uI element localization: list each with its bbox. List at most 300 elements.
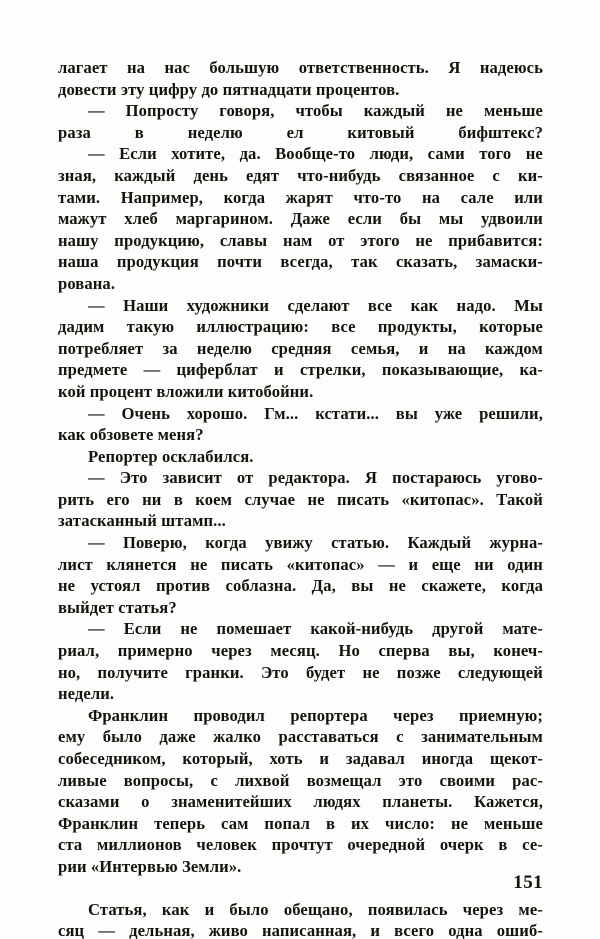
- word: иногда: [421, 749, 474, 768]
- word: устоял: [90, 576, 141, 596]
- word: не: [450, 813, 469, 833]
- word: —: [88, 295, 105, 315]
- word: лист: [58, 554, 93, 574]
- word: другой: [432, 619, 484, 639]
- word: и: [204, 899, 215, 919]
- section-break: [58, 879, 543, 900]
- word: Я: [364, 468, 378, 488]
- text-line: [58, 727, 543, 749]
- text-line: [58, 447, 543, 469]
- word: очередной: [347, 835, 426, 855]
- word: —: [88, 468, 105, 488]
- word: хоть: [269, 749, 303, 768]
- text-line: [58, 835, 543, 857]
- word: Такой: [496, 489, 543, 509]
- word: мы: [438, 209, 464, 229]
- word: уже: [434, 403, 463, 423]
- word: как обзовете меня?: [58, 425, 204, 445]
- word: Но: [338, 641, 360, 661]
- text-line: [58, 555, 543, 577]
- word: очерк: [439, 835, 484, 855]
- text-line: [58, 490, 543, 512]
- word: надеюсь: [479, 58, 543, 77]
- word: решили,: [479, 403, 543, 423]
- word: через: [462, 899, 504, 919]
- word: ответственность.: [298, 58, 429, 77]
- word: помешает: [216, 619, 292, 639]
- word: и: [418, 338, 429, 358]
- word: было: [102, 727, 142, 747]
- word: с: [210, 770, 218, 790]
- word: потребляет: [58, 338, 144, 358]
- word: Мы: [514, 295, 543, 315]
- word: все: [367, 295, 393, 315]
- word: сяц: [58, 921, 85, 939]
- word: не: [190, 554, 208, 574]
- word: на: [421, 187, 441, 207]
- word: если: [347, 209, 382, 229]
- word: против: [155, 576, 211, 596]
- text-line: [58, 101, 543, 123]
- word: Наши: [123, 295, 169, 315]
- text-line: [58, 663, 543, 685]
- text-line: [58, 792, 543, 814]
- word: число:: [384, 813, 436, 833]
- word: мажут: [58, 209, 107, 229]
- word: «китопас»: [286, 554, 365, 574]
- word: Кажется,: [474, 792, 543, 812]
- text-line: [58, 814, 543, 836]
- word: ме-: [518, 899, 543, 919]
- word: кстати...: [315, 403, 379, 423]
- word: ста: [58, 835, 83, 855]
- word: попал: [264, 813, 311, 833]
- word: от: [328, 230, 345, 250]
- paragraph: [58, 404, 543, 447]
- text-line: [58, 533, 543, 555]
- word: каждом: [485, 338, 543, 358]
- word: занимательным: [421, 727, 543, 747]
- paragraph: [58, 447, 543, 469]
- text-line: [58, 188, 543, 210]
- text-line: [58, 317, 543, 339]
- word: что-то: [353, 187, 402, 207]
- text-line: [58, 80, 543, 102]
- word: тами.: [58, 187, 101, 207]
- word: довести эту цифру до пятнадцати процентов.: [58, 79, 400, 99]
- text-line: [58, 641, 543, 663]
- word: дельная,: [129, 921, 195, 939]
- word: замаски-: [475, 252, 543, 272]
- text-line: [58, 576, 543, 598]
- word: хотите,: [171, 144, 226, 164]
- word: своими: [439, 770, 496, 790]
- word: в: [326, 813, 336, 833]
- word: сделают: [287, 295, 350, 315]
- word: еще: [431, 554, 461, 574]
- word: о: [141, 792, 150, 812]
- word: Очень: [121, 403, 170, 423]
- word: зависит: [162, 468, 222, 488]
- text-line: [58, 58, 543, 80]
- word: неделю: [187, 122, 243, 142]
- word: написанная,: [262, 921, 357, 939]
- page-number: 151: [513, 872, 543, 893]
- word: показывающие,: [381, 360, 504, 380]
- text-line: [58, 857, 543, 879]
- word: рить: [58, 489, 95, 509]
- word: следующей: [457, 662, 543, 682]
- word: риал,: [58, 641, 100, 661]
- word: выйдет статья?: [58, 597, 177, 617]
- word: ел: [286, 122, 304, 142]
- word: живо: [208, 921, 248, 939]
- word: удвоили: [481, 209, 543, 229]
- word: не: [415, 230, 433, 250]
- word: вы: [395, 403, 418, 423]
- word: было: [229, 899, 269, 919]
- word: недели.: [58, 684, 115, 704]
- word: ка-: [519, 360, 543, 380]
- text-line: [58, 598, 543, 620]
- word: с: [396, 727, 404, 747]
- text-line: [58, 360, 543, 382]
- word: которые: [479, 317, 543, 337]
- word: и: [370, 921, 381, 939]
- word: раза: [58, 122, 91, 142]
- word: всегда,: [280, 252, 333, 272]
- word: Если: [119, 144, 157, 164]
- word: неделю: [196, 338, 252, 358]
- word: —: [98, 921, 115, 939]
- word: это: [398, 770, 423, 790]
- word: надо.: [456, 295, 496, 315]
- text-line: [58, 706, 543, 728]
- word: через: [393, 705, 434, 725]
- word: да.: [239, 144, 261, 164]
- word: сказами: [58, 792, 120, 812]
- word: сале: [460, 187, 494, 207]
- word: сам: [221, 813, 249, 833]
- word: меньше: [484, 813, 543, 833]
- word: не: [362, 662, 380, 682]
- word: даже: [159, 727, 196, 747]
- word: нашу: [58, 230, 99, 250]
- word: Я: [448, 58, 461, 77]
- text-line: [58, 231, 543, 253]
- word: китовый: [347, 122, 415, 142]
- word: лагает: [58, 58, 108, 77]
- word: когда: [501, 576, 543, 596]
- word: циферблат: [176, 360, 258, 380]
- word: или: [514, 187, 543, 207]
- word: обещано,: [283, 899, 353, 919]
- text-line: [58, 921, 543, 939]
- word: случае: [244, 489, 296, 509]
- paragraph: [58, 619, 543, 705]
- paragraph: [58, 144, 543, 295]
- text-line: [58, 296, 543, 318]
- word: вы,: [448, 641, 475, 661]
- word: миллионов: [97, 835, 182, 855]
- text-line: [58, 900, 543, 922]
- word: чтобы: [295, 101, 343, 121]
- word: Вообще-то: [275, 144, 356, 164]
- word: средняя: [271, 338, 332, 358]
- word: —: [143, 360, 161, 380]
- word: прочтут: [271, 835, 333, 855]
- word: семья,: [350, 338, 400, 358]
- word: одна: [448, 921, 483, 939]
- word: что-нибудь: [297, 165, 381, 185]
- word: день: [193, 165, 228, 185]
- word: се-: [522, 835, 543, 855]
- word: Франклин: [58, 813, 139, 833]
- word: кой процент вложили китобойни.: [58, 381, 314, 401]
- word: ему: [58, 727, 86, 747]
- word: на: [447, 338, 466, 358]
- text-line: [58, 209, 543, 231]
- word: того: [479, 144, 512, 164]
- word: меньше: [483, 101, 543, 121]
- word: клянется: [106, 554, 177, 574]
- word: рии «Интервью Земли».: [58, 856, 242, 876]
- word: но,: [58, 662, 81, 682]
- word: затасканный штамп...: [58, 511, 226, 531]
- word: щекот-: [489, 749, 543, 768]
- word: знаменитейших: [171, 792, 292, 812]
- word: все: [331, 317, 356, 337]
- word: сперва: [378, 641, 430, 661]
- word: через: [211, 641, 252, 661]
- word: продукты,: [377, 317, 457, 337]
- word: конеч-: [493, 641, 543, 661]
- paragraph: [58, 533, 543, 619]
- word: ошиб-: [496, 921, 543, 939]
- word: —: [88, 533, 105, 553]
- word: мате-: [502, 619, 543, 639]
- text-line: [58, 749, 543, 771]
- paragraph: [58, 468, 543, 533]
- page-text-block: [58, 58, 543, 939]
- word: всего: [394, 921, 435, 939]
- word: и: [274, 360, 284, 380]
- word: хорошо.: [186, 403, 248, 423]
- text-line: [58, 404, 543, 426]
- word: славы: [219, 230, 268, 250]
- word: людях: [313, 792, 361, 812]
- word: в: [134, 122, 144, 142]
- word: люди,: [369, 144, 414, 164]
- word: примерно: [117, 641, 193, 661]
- word: появилась: [367, 899, 448, 919]
- word: месяц.: [270, 641, 320, 661]
- word: теперь: [154, 813, 206, 833]
- word: писать: [337, 489, 390, 509]
- word: который,: [182, 749, 253, 768]
- text-line: [58, 619, 543, 641]
- word: почти: [217, 252, 263, 272]
- word: не: [180, 619, 198, 639]
- word: когда: [205, 533, 247, 553]
- word: в: [498, 835, 508, 855]
- word: скажете,: [421, 576, 486, 596]
- word: лихвой: [235, 770, 290, 790]
- word: человек: [196, 835, 257, 855]
- word: когда: [223, 187, 266, 207]
- word: их: [351, 813, 370, 833]
- word: ки-: [517, 165, 543, 185]
- word: вопросы,: [123, 770, 194, 790]
- word: будет: [305, 662, 346, 682]
- word: каждый: [114, 165, 176, 185]
- word: бы: [399, 209, 422, 229]
- text-line: [58, 771, 543, 793]
- word: в: [173, 489, 183, 509]
- word: репортера: [290, 705, 368, 725]
- word: гранки.: [185, 662, 244, 682]
- word: его: [106, 489, 130, 509]
- word: на: [126, 58, 146, 77]
- word: ни: [474, 554, 494, 574]
- text-line: [58, 166, 543, 188]
- word: Гм...: [264, 403, 299, 423]
- word: Да,: [311, 576, 336, 596]
- text-line: [58, 274, 543, 296]
- paragraph: [58, 58, 543, 101]
- paragraph: [58, 101, 543, 144]
- word: приемную;: [459, 705, 543, 725]
- word: получите: [97, 662, 168, 682]
- word: за: [162, 338, 178, 358]
- word: предмете: [58, 360, 128, 380]
- word: —: [88, 619, 105, 639]
- word: не: [525, 144, 543, 164]
- word: Если: [123, 619, 162, 639]
- word: стрелки,: [299, 360, 366, 380]
- word: писать: [220, 554, 273, 574]
- text-line: [58, 468, 543, 490]
- word: Статья,: [88, 899, 147, 919]
- text-line: [58, 339, 543, 361]
- paragraph: [58, 296, 543, 404]
- word: редактора.: [268, 468, 350, 488]
- word: так: [351, 252, 378, 272]
- word: статью.: [331, 533, 390, 553]
- word: планеты.: [382, 792, 453, 812]
- word: расставаться: [278, 727, 379, 747]
- word: наша: [58, 252, 99, 272]
- word: нас: [164, 58, 190, 77]
- word: соблазна.: [225, 576, 297, 596]
- text-line: [58, 425, 543, 447]
- word: говоря,: [219, 101, 275, 121]
- word: не: [388, 576, 406, 596]
- word: каждый: [363, 101, 425, 121]
- word: Например,: [120, 187, 204, 207]
- word: угово-: [496, 468, 543, 488]
- word: такую: [126, 317, 175, 337]
- word: едят: [246, 165, 280, 185]
- word: большую: [209, 58, 280, 77]
- word: как: [161, 899, 190, 919]
- word: не: [307, 489, 325, 509]
- word: задавал: [345, 749, 405, 768]
- word: от: [236, 468, 254, 488]
- word: Каждый: [407, 533, 472, 553]
- word: и: [408, 554, 419, 574]
- word: Попросту: [125, 101, 199, 121]
- word: собеседником,: [58, 749, 166, 768]
- word: увижу: [265, 533, 313, 553]
- word: Франклин: [88, 705, 169, 725]
- word: жалко: [213, 727, 262, 747]
- word: дадим: [58, 317, 105, 337]
- word: проводил: [193, 705, 265, 725]
- word: прибавится:: [448, 230, 543, 250]
- word: —: [88, 144, 105, 164]
- word: —: [378, 554, 395, 574]
- word: постараюсь: [392, 468, 482, 488]
- word: —: [88, 101, 105, 121]
- word: ни: [142, 489, 162, 509]
- text-line: [58, 123, 543, 145]
- word: какой-нибудь: [310, 619, 414, 639]
- text-line: [58, 684, 543, 706]
- word: журна-: [489, 533, 543, 553]
- word: Даже: [290, 209, 331, 229]
- word: сами: [427, 144, 465, 164]
- word: продукцию,: [114, 230, 205, 250]
- word: и: [319, 749, 330, 768]
- word: маргарином.: [175, 209, 274, 229]
- paragraph: [58, 706, 543, 879]
- word: хлеб: [124, 209, 158, 229]
- word: не: [58, 576, 76, 596]
- word: с: [492, 165, 500, 185]
- word: связанное: [398, 165, 475, 185]
- word: как: [410, 295, 439, 315]
- text-line: [58, 382, 543, 404]
- word: художники: [186, 295, 270, 315]
- word: продукция: [116, 252, 199, 272]
- word: рас-: [512, 770, 543, 790]
- word: Это: [119, 468, 148, 488]
- word: Репортер осклабился.: [88, 446, 254, 466]
- word: зная,: [58, 165, 97, 185]
- word: коем: [195, 489, 233, 509]
- word: вы: [351, 576, 374, 596]
- word: возмещал: [306, 770, 382, 790]
- word: —: [88, 403, 105, 423]
- word: «китопас».: [401, 489, 484, 509]
- text-line: [58, 252, 543, 274]
- text-line: [58, 511, 543, 533]
- paragraph: [58, 900, 543, 939]
- word: ливые: [58, 770, 107, 790]
- word: позже: [396, 662, 441, 682]
- word: жарят: [285, 187, 333, 207]
- word: иллюстрацию:: [196, 317, 309, 337]
- word: бифштекс?: [458, 122, 543, 142]
- word: сказать,: [395, 252, 458, 272]
- word: рована.: [58, 273, 116, 293]
- word: этого: [360, 230, 400, 250]
- word: Это: [260, 662, 289, 682]
- word: не: [445, 101, 464, 121]
- word: один: [507, 554, 543, 574]
- text-line: [58, 144, 543, 166]
